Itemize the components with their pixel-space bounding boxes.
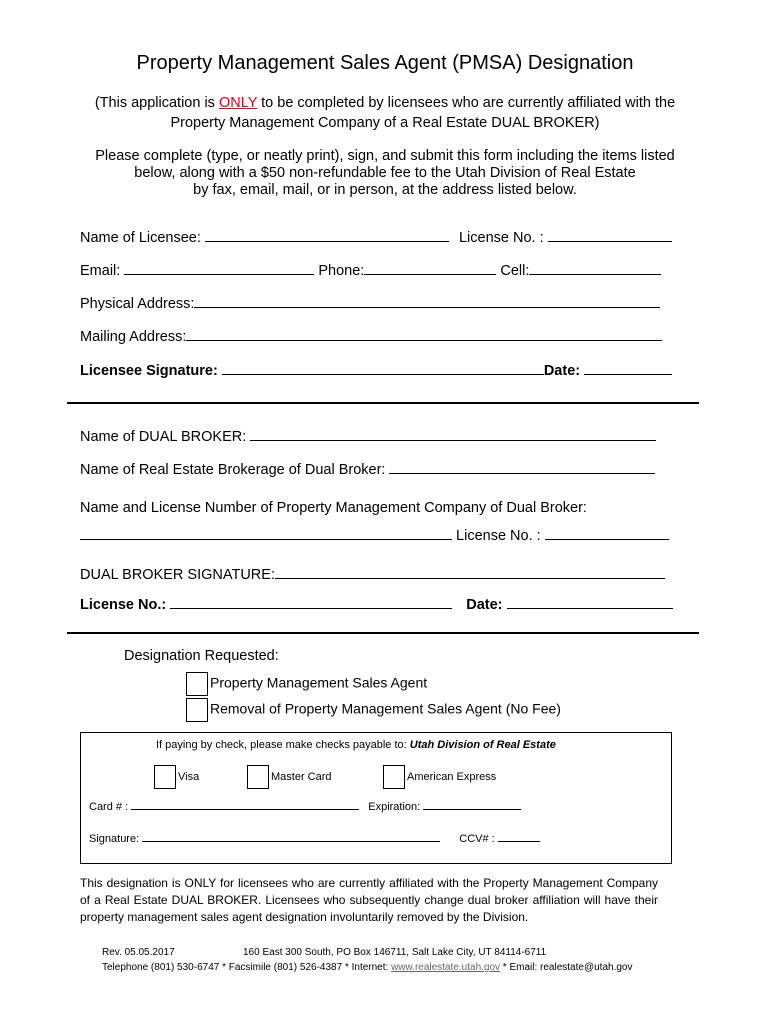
- card-signature-row: [89, 831, 540, 845]
- removal-option-label: Removal of Property Management Sales Agent (No Fee): [210, 700, 561, 717]
- card-signature-label: Signature:: [89, 833, 143, 845]
- designation-option-pmsa: [186, 672, 427, 696]
- designation-label: Designation Requested:: [124, 648, 279, 664]
- dual-broker-signature-label: DUAL BROKER SIGNATURE:: [80, 567, 275, 583]
- card-signature-field[interactable]: [142, 831, 440, 842]
- instructions-line-3: by fax, email, mail, or in person, at the address listed below.: [193, 182, 577, 198]
- mastercard-label: Master Card: [271, 770, 332, 783]
- dual-broker-signature-field[interactable]: [275, 566, 665, 579]
- physical-address-row: [80, 295, 660, 312]
- licensee-date-field[interactable]: [584, 362, 672, 375]
- instr-1b: form: [483, 148, 513, 164]
- pm-company-field[interactable]: [80, 527, 452, 540]
- licensee-name-label: Name of Licensee:: [80, 230, 205, 246]
- card-label: Card # :: [89, 801, 132, 813]
- card-number-field[interactable]: [131, 799, 359, 810]
- designation-option-removal: [186, 698, 561, 722]
- amex-checkbox[interactable]: [383, 765, 405, 789]
- intro-line-2: [0, 114, 770, 132]
- intro-end: ): [594, 115, 600, 131]
- section-divider-2: [67, 632, 699, 634]
- check-payee: Utah Division of Real Estate: [409, 739, 556, 751]
- licensee-signature-field[interactable]: [222, 362, 544, 375]
- dual-broker-license-row: [80, 596, 673, 613]
- ccv-field[interactable]: [498, 831, 540, 842]
- payment-box: [80, 732, 672, 864]
- cell-label: Cell:: [496, 263, 530, 279]
- dual-broker-name-row: [80, 428, 656, 445]
- card-row: [89, 799, 521, 813]
- mailing-address-field[interactable]: [186, 328, 662, 341]
- instr-1a: Please complete (type, or neatly print), sign, and submit this: [95, 148, 484, 164]
- ccv-label: CCV# :: [459, 833, 498, 845]
- amex-label: American Express: [407, 770, 497, 783]
- pmsa-option-label: Property Management Sales Agent: [210, 674, 428, 691]
- licensee-signature-label: Licensee Signature:: [80, 363, 222, 379]
- email-label: Email:: [80, 263, 125, 279]
- dual-broker-license-field[interactable]: [170, 596, 452, 609]
- dual-broker-date-label: Date:: [466, 597, 507, 613]
- licensee-license-label: License No. :: [458, 230, 548, 246]
- mastercard-option: [247, 765, 332, 789]
- intro-company: Property Management Company: [170, 115, 381, 131]
- fee-text: $50 non-refundable fee: [260, 165, 411, 181]
- website-link[interactable]: www.realestate.utah.gov: [391, 962, 501, 973]
- intro-prefix: (This application is: [94, 95, 219, 111]
- licensee-signature-row: [80, 362, 672, 379]
- brokerage-label: Name of Real Estate Brokerage of Dual Broker:: [80, 462, 390, 478]
- email-field[interactable]: [124, 262, 314, 275]
- instructions-line-2: [0, 164, 770, 182]
- visa-checkbox[interactable]: [154, 765, 176, 789]
- mailing-address-label: Mailing Address:: [80, 329, 187, 345]
- licensee-name-row: [80, 229, 672, 246]
- expiration-label: Expiration:: [368, 801, 424, 813]
- mastercard-checkbox[interactable]: [247, 765, 269, 789]
- phone-field[interactable]: [364, 262, 496, 275]
- brokerage-field[interactable]: [389, 461, 655, 474]
- physical-address-label: Physical Address:: [80, 296, 195, 312]
- removal-checkbox[interactable]: [186, 698, 208, 722]
- dual-broker-name-field[interactable]: [250, 428, 656, 441]
- expiration-field[interactable]: [423, 799, 521, 810]
- revision: Rev. 05.05.2017: [102, 947, 175, 958]
- intro-suffix: to be completed by licensees who are currently affiliated with the: [257, 95, 676, 111]
- check-note-text: If paying by check, please make checks payable to:: [156, 739, 410, 751]
- page-title: Property Management Sales Agent (PMSA) Designation: [136, 52, 634, 74]
- licensee-contact-row: [80, 262, 661, 279]
- intro-line-1: [0, 94, 770, 112]
- pm-license-field[interactable]: [545, 527, 669, 540]
- dual-broker-license-label: License No.:: [80, 597, 171, 613]
- licensee-date-label: Date:: [543, 363, 585, 379]
- amex-option: [383, 765, 496, 789]
- pmsa-checkbox[interactable]: [186, 672, 208, 696]
- instructions-line-1: [0, 147, 770, 165]
- instr-2c: to the Utah Division of Real Estate: [410, 165, 636, 181]
- instr-1c: including the items listed: [512, 148, 675, 164]
- mailing-address-row: [80, 328, 662, 345]
- footer-contact: [102, 962, 632, 973]
- phone-label: Phone:: [314, 263, 365, 279]
- pm-company-row: [80, 527, 669, 544]
- intro-mid: of a: [380, 115, 413, 131]
- dual-broker-date-field[interactable]: [507, 596, 673, 609]
- licensee-name-field[interactable]: [205, 229, 449, 242]
- pm-license-label: License No. :: [452, 528, 545, 544]
- footer-address: 160 East 300 South, PO Box 146711, Salt Lake City, UT 84114-6711: [243, 947, 547, 958]
- intro-broker: Real Estate DUAL BROKER: [412, 115, 595, 131]
- visa-label: Visa: [178, 770, 200, 783]
- cell-field[interactable]: [529, 262, 661, 275]
- dual-broker-signature-row: [80, 566, 665, 583]
- footer-contact-suffix: * Email: realestate@utah.gov: [500, 962, 633, 973]
- dual-broker-name-label: Name of DUAL BROKER:: [80, 429, 251, 445]
- physical-address-field[interactable]: [194, 295, 660, 308]
- intro-only: ONLY: [218, 95, 258, 111]
- notice-text: This designation is ONLY for licensees who are currently affiliated with the Property Management Company of a Real Estate DUAL BROKER. Licensees who subsequently change dual broker affiliation will have their property management sales agent designation involuntarily removed by the Division.: [80, 876, 658, 924]
- brokerage-row: [80, 461, 655, 478]
- section-divider-1: [67, 402, 699, 404]
- visa-option: [154, 765, 199, 789]
- footer-contact-prefix: Telephone (801) 530-6747 * Facsimile (801) 526-4387 * Internet:: [102, 962, 392, 973]
- check-note: [156, 739, 556, 751]
- instr-2a: below, along with a: [134, 165, 261, 181]
- pm-company-label: Name and License Number of Property Management Company of Dual Broker:: [80, 500, 587, 516]
- licensee-license-field[interactable]: [548, 229, 672, 242]
